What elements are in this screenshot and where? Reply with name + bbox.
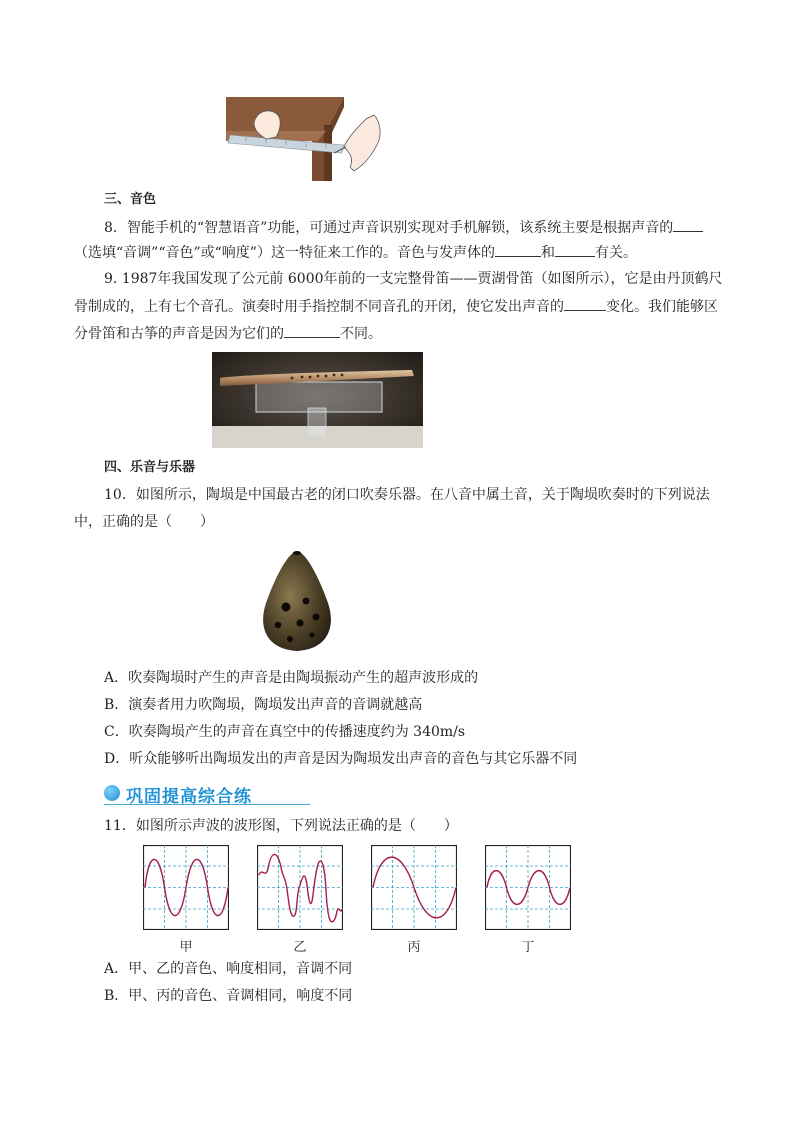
bone-flute-photo: [212, 352, 423, 448]
waveform-bing: [371, 845, 457, 930]
ruler-table-figure: [226, 97, 388, 181]
q8-text-4: 有关。: [594, 245, 637, 261]
bullet-circle-icon: [104, 785, 120, 801]
question-11-stem: 11．如图所示声波的波形图，下列说法正确的是（ ）: [104, 818, 458, 834]
q9-text-1: 骨制成的，上有七个音孔。演奏时用手指控制不同音孔的开闭，使它发出声音的: [74, 299, 564, 315]
waveform-jia: [143, 845, 229, 930]
q9-blank-2[interactable]: [284, 323, 340, 338]
question-10-line-1: 10．如图所示，陶埙是中国最古老的闭口吹奏乐器。在八音中属土音，关于陶埙吹奏时的下列说法: [104, 487, 710, 503]
section-3-heading: 三、音色: [104, 192, 157, 207]
question-9-line-2: [74, 296, 718, 317]
q8-text-3: 和: [540, 245, 555, 261]
q11-option-b[interactable]: B．甲、丙的音色、音调相同，响度不同: [104, 988, 353, 1004]
wave-label-ding: 丁: [521, 940, 535, 955]
q8-blank-1[interactable]: [673, 217, 703, 232]
wave-label-jia: 甲: [179, 940, 193, 955]
question-9-line-1: 9. 1987年我国发现了公元前 6000年前的一支完整骨笛——贾湖骨笛（如图所示），它是由丹顶鹤尺: [104, 271, 723, 287]
waveform-yi: [257, 845, 343, 930]
q9-text-4: 不同。: [340, 326, 382, 342]
question-8-line-1: [104, 217, 703, 238]
question-8-line-2: [74, 242, 637, 263]
q8-text-2: （选填“音调”“音色”或“响度”）这一特征来工作的。音色与发声体的: [74, 245, 495, 261]
q10-option-a[interactable]: A．吹奏陶埙时产生的声音是由陶埙振动产生的超声波形成的: [104, 670, 479, 686]
q9-text-2: 变化。我们能够区: [606, 299, 718, 315]
xun-ocarina-photo: [256, 545, 338, 657]
consolidation-banner: [104, 782, 310, 805]
q10-option-d[interactable]: D．听众能够听出陶埙发出的声音是因为陶埙发出声音的音色与其它乐器不同: [104, 751, 578, 767]
wave-label-bing: 丙: [407, 940, 421, 955]
wave-label-yi: 乙: [293, 940, 307, 955]
waveform-ding: [485, 845, 571, 930]
q8-blank-2[interactable]: [495, 242, 541, 257]
section-4-heading: 四、乐音与乐器: [104, 460, 196, 475]
question-9-line-3: [74, 323, 382, 344]
q10-option-c[interactable]: C．吹奏陶埙产生的声音在真空中的传播速度约为 340m/s: [104, 724, 466, 740]
q11-option-a[interactable]: A．甲、乙的音色、响度相同，音调不同: [104, 961, 353, 977]
q8-text-1: 8．智能手机的“智慧语音”功能，可通过声音识别实现对手机解锁，该系统主要是根据声音的: [104, 220, 674, 236]
question-10-line-2: 中，正确的是（ ）: [74, 514, 214, 530]
q9-text-3: 分骨笛和古筝的声音是因为它们的: [74, 326, 284, 342]
consolidation-title: 巩固提高综合练: [126, 787, 252, 807]
q8-blank-3[interactable]: [555, 242, 595, 257]
q9-blank-1[interactable]: [564, 296, 606, 311]
q10-option-b[interactable]: B．演奏者用力吹陶埙，陶埙发出声音的音调就越高: [104, 697, 423, 713]
